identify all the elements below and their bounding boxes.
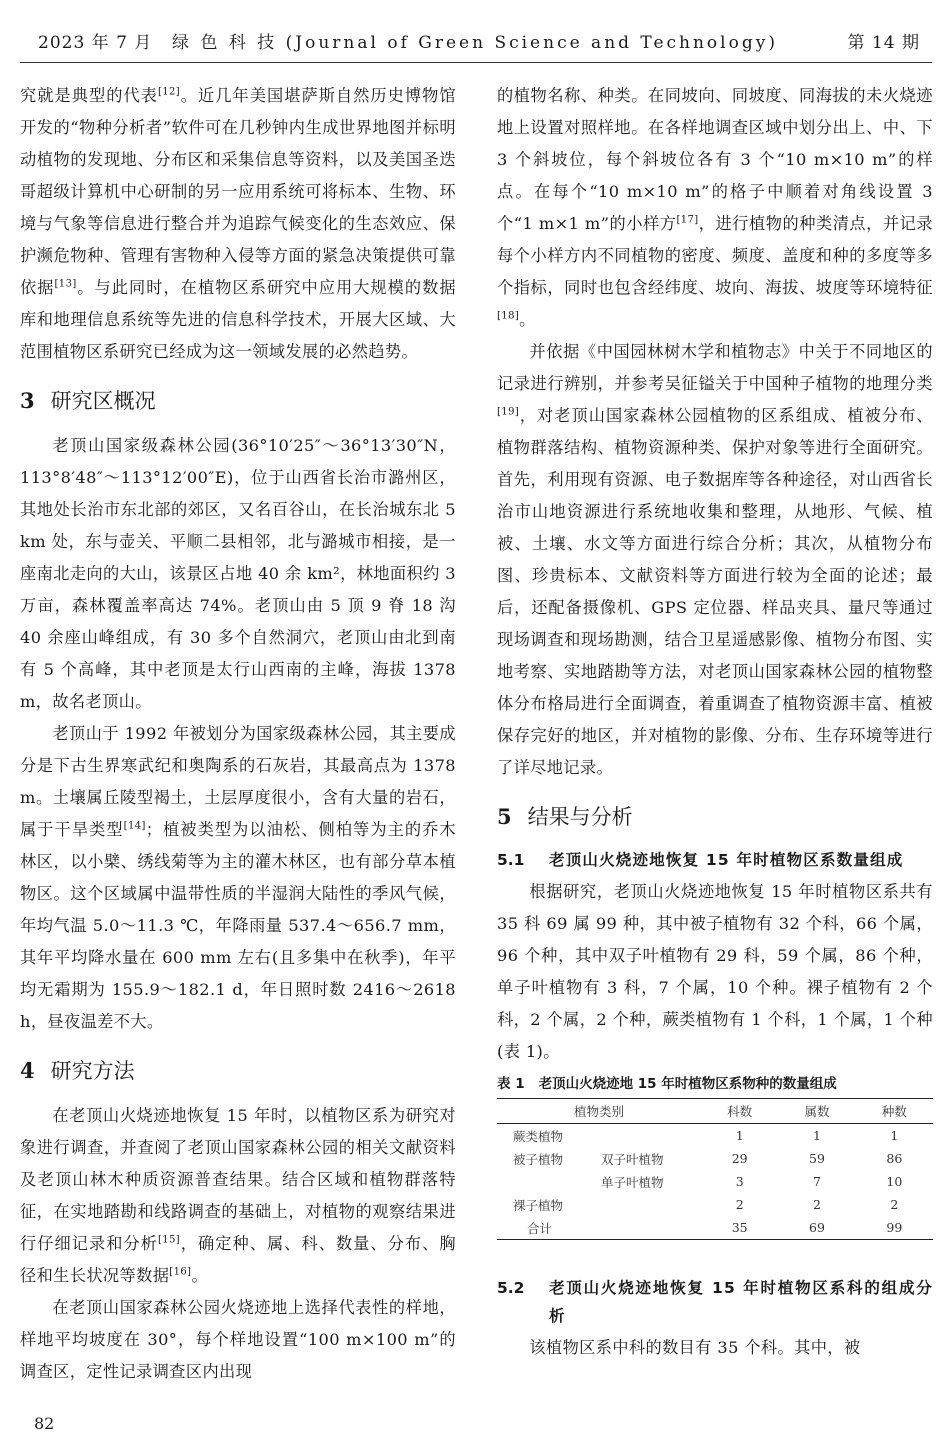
col-header-genus: 属数 [778, 1099, 855, 1124]
cell-category: 被子植物 [513, 1151, 564, 1167]
citation-ref[interactable]: [12] [157, 86, 181, 98]
section-4-paragraph-2-continuation: 的植物名称、种类。在同坡向、同坡度、同海拔的未火烧迹地上设置对照样地。在各样地调查区域中划分出上、中、下 3 个斜坡位，每个斜坡位各有 3 个“10 m×10 m”的样点。在每个“10 m×10 m”的格子中顺着对角线设置 3 个“1 m×1 m”的小样方[17]，进行植物的种类清点，并记录每个小样方内不同植物的密度、频度、盖度和种的多度等多个指标，同时也包含经纬度、坡向、海拔、坡度等环境特征[18]。 [497, 86, 933, 329]
header-rule [20, 62, 932, 63]
journal-title: 绿 色 科 技 (Journal of Green Science and Technology) [172, 33, 778, 53]
subsection-heading-5-2: 5.2 老顶山火烧迹地恢复 15 年时植物区系科的组成分析 [497, 1279, 933, 1325]
table-header-row [497, 1099, 933, 1124]
cell-category: 蕨类植物 [513, 1128, 564, 1144]
section-4-paragraph-3: 并依据《中国园林树木学和植物志》中关于不同地区的记录进行辨别，并参考吴征镒关于中国种子植物的地理分类[19]，对老顶山国家森林公园植物的区系组成、植被分布、植物群落结构、植物资源种类、保护对象等进行全面研究。首先，利用现有资源、电子数据库等各种途径，对山西省长治市山地资源进行系统地收集和整理，从地形、气候、植被、土壤、水文等方面进行综合分析；其次，从植物分布图、珍贵标本、文献资料等方面进行较为全面的论述；最后，还配备摄像机、GPS 定位器、样品夹具、量尺等通过现场调查和现场勘测，结合卫星遥感影像、植物分布图、实地考察、实地踏勘等方法，对老顶山国家森林公园的植物整体分布格局进行全面调查，着重调查了植物资源丰富、植被保存完好的地区，并对植物的影像、分布、生存环境等进行了详尽地记录。 [497, 342, 933, 777]
cell-category: 合计 [497, 1216, 601, 1240]
section-3-paragraph-2: 老顶山于 1992 年被划分为国家级森林公园，其主要成分是下古生界寒武纪和奥陶系的石灰岩，其最高点为 1378 m。土壤属丘陵型褐土，土层厚度很小，含有大量的岩石，属于干旱类型[14]；植被类型为以油松、侧柏等为主的乔木林区，以小檗、绣线菊等为主的灌木林区，也有部分草本植物区。这个区域属中温带性质的半湿润大陆性的季风气候，年均气温 5.0～11.3 ℃，年降雨量 537.4～656.7 mm，其年平均降水量在 600 mm 左右(且多集中在秋季)，年平均无霜期为 155.9～182.1 d，年日照时数 2416～2618 h，昼夜温差不大。 [20, 724, 456, 1031]
citation-ref[interactable]: [15] [157, 1234, 181, 1246]
cell-subcategory [601, 1216, 701, 1240]
col-header-category: 植物类别 [497, 1099, 701, 1124]
table-row-total [497, 1216, 933, 1240]
running-header [0, 28, 950, 56]
cell-subcategory: 单子叶植物 [601, 1174, 664, 1190]
cell-genus: 7 [813, 1174, 821, 1189]
cell-category: 裸子植物 [513, 1197, 564, 1213]
cell-species: 2 [890, 1197, 899, 1212]
section-heading-5: 5 结果与分析 [497, 804, 633, 829]
issue-date: 2023 年 7 月 [38, 33, 153, 53]
subsection-heading-5-1: 5.1 老顶山火烧迹地恢复 15 年时植物区系数量组成 [497, 851, 904, 869]
cell-genus: 1 [813, 1128, 821, 1143]
cell-family: 1 [735, 1128, 744, 1143]
cell-species: 1 [890, 1128, 899, 1143]
citation-ref[interactable]: [18] [497, 310, 520, 322]
cell-genus: 69 [778, 1216, 855, 1240]
col-header-family: 科数 [701, 1099, 778, 1124]
cell-family: 29 [731, 1151, 748, 1166]
citation-ref[interactable]: [13] [54, 278, 77, 290]
citation-ref[interactable]: [17] [676, 214, 699, 226]
cell-family: 35 [701, 1216, 778, 1240]
cell-species: 86 [886, 1151, 903, 1166]
section-4-paragraph-1: 在老顶山火烧迹地恢复 15 年时，以植物区系为研究对象进行调查，并查阅了老顶山国家森林公园的相关文献资料及老顶山林木种质资源普查结果。结合区域和植物群落特征，在实地踏勘和线路调查的基础上，对植物的观察结果进行仔细记录和分析[15]，确定种、属、科、数量、分布、胸径和生长状况等数据[16]。 [20, 1106, 456, 1285]
cell-genus: 2 [813, 1197, 821, 1212]
subsection-5-2-paragraph: 该植物区系中科的数目有 35 个科。其中，被 [529, 1338, 861, 1357]
table-1 [497, 1098, 933, 1240]
section-heading-3: 3 研究区概况 [20, 388, 156, 413]
cell-species: 10 [886, 1174, 903, 1189]
section-heading-4: 4 研究方法 [20, 1058, 135, 1083]
citation-ref[interactable]: [16] [169, 1266, 192, 1278]
citation-ref[interactable]: [14] [123, 820, 146, 832]
citation-ref[interactable]: [19] [497, 406, 520, 418]
cell-category [497, 1170, 601, 1193]
left-column [20, 80, 456, 1388]
table-row [497, 1170, 933, 1193]
intro-continuation-paragraph: 究就是典型的代表[12]。近几年美国堪萨斯自然历史博物馆开发的“物种分析者”软件可在几秒钟内生成世界地图并标明动植物的发现地、分布区和采集信息等资料，以及美国圣迭哥超级计算机中心研制的另一应用系统可将标本、生物、环境与气象等信息进行整合并为追踪气候变化的生态效应、保护濒危物种、管理有害物种入侵等方面的紧急决策提供可靠依据[13]。与此同时，在植物区系研究中应用大规模的数据库和地理信息系统等先进的信息科学技术，开展大区域、大范围植物区系研究已经成为这一领域发展的必然趋势。 [20, 86, 456, 361]
page-number: 82 [34, 1414, 55, 1433]
table-row [497, 1124, 933, 1148]
section-3-paragraph-1: 老顶山国家级森林公园(36°10′25″～36°13′30″N，113°8′48″～113°12′00″E)，位于山西省长治市潞州区，其地处长治市东北部的郊区，又名百谷山，在长治城东北 5 km 处，东与壶关、平顺二县相邻，北与潞城市相接，是一座南北走向的大山，该景区占地 40 余 km²，林地面积约 3 万亩，森林覆盖率高达 74%。老顶山由 5 顶 9 脊 18 沟 40 余座山峰组成，有 30 多个自然洞穴，老顶山由北到南有 5 个高峰，其中老顶是太行山西南的主峰，海拔 1378 m，故名老顶山。 [20, 436, 456, 711]
col-header-species: 种数 [856, 1099, 933, 1124]
section-4-paragraph-2: 在老顶山国家森林公园火烧迹地上选择代表性的样地，样地平均坡度在 30°，每个样地设置“100 m×100 m”的调查区，定性记录调查区内出现 [20, 1298, 456, 1381]
cell-subcategory: 双子叶植物 [601, 1151, 664, 1167]
cell-family: 3 [735, 1174, 744, 1189]
cell-family: 2 [735, 1197, 744, 1212]
cell-subcategory [601, 1193, 701, 1216]
table-1-caption: 表 1 老顶山火烧迹地 15 年时植物区系物种的数量组成 [497, 1076, 837, 1092]
issue-number: 第 14 期 [847, 33, 920, 53]
cell-subcategory [601, 1124, 701, 1148]
right-column [497, 80, 933, 1364]
table-row [497, 1193, 933, 1216]
subsection-5-1-paragraph: 根据研究，老顶山火烧迹地恢复 15 年时植物区系共有 35 科 69 属 99 种，其中被子植物有 32 个科，66 个属，96 个种，其中双子叶植物有 29 科，59 个属，86 个种，单子叶植物有 3 科，7 个属，10 个种。裸子植物有 2 个科，2 个属，2 个种，蕨类植物有 1 个科，1 个属，1 个种(表 1)。 [497, 882, 933, 1061]
table-row [497, 1147, 933, 1170]
cell-genus: 59 [809, 1151, 825, 1166]
cell-species: 99 [856, 1216, 933, 1240]
